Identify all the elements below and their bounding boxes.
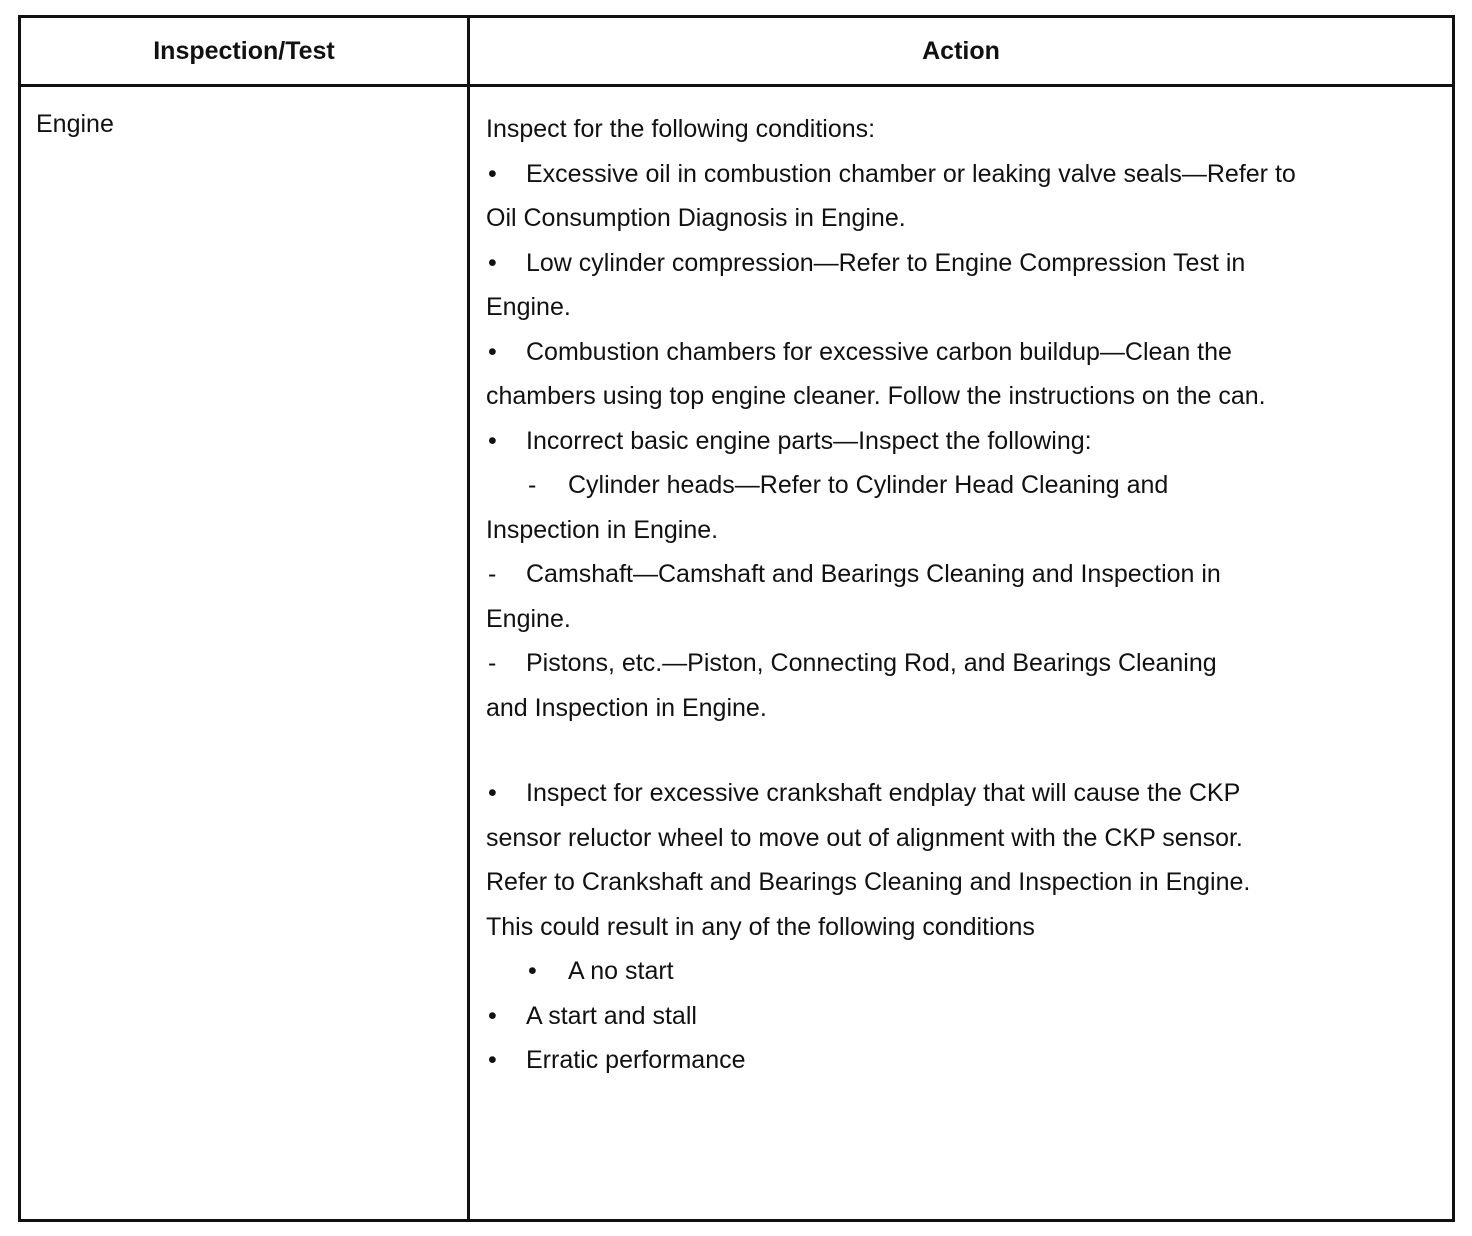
result-item: • Erratic performance — [486, 1038, 1426, 1083]
result-intro: This could result in any of the following conditions — [486, 912, 1035, 941]
header-action: Action — [922, 37, 1000, 65]
bullet-marker: • — [488, 159, 497, 188]
sub-list-item-continuation: Inspection in Engine. — [486, 515, 719, 544]
bullet-marker: • — [488, 426, 497, 455]
sub-list-item: - Camshaft—Camshaft and Bearings Cleaning and Inspection in — [486, 552, 1426, 597]
bullet-marker: • — [488, 1001, 497, 1030]
column-divider — [467, 15, 470, 1222]
list-item: • Low cylinder compression—Refer to Engine Compression Test in — [486, 241, 1426, 286]
bullet-marker: • — [528, 957, 537, 985]
spacer — [486, 730, 1426, 771]
list-item: • Combustion chambers for excessive carbon buildup—Clean the — [486, 330, 1426, 375]
result-item: • A no start — [486, 949, 1426, 994]
list-item-continuation: Refer to Crankshaft and Bearings Cleaning and Inspection in Engine. — [486, 868, 1251, 896]
bullet-marker: • — [488, 337, 497, 366]
sub-list-item: - Pistons, etc.—Piston, Connecting Rod, and Bearings Cleaning — [486, 641, 1426, 686]
bullet-marker: • — [488, 248, 497, 277]
list-item-continuation: sensor reluctor wheel to move out of alignment with the CKP sensor. — [486, 823, 1243, 852]
list-item: • Inspect for excessive crankshaft endplay that will cause the CKP — [486, 771, 1426, 816]
result-item: • A start and stall — [486, 994, 1426, 1039]
list-item-continuation: chambers using top engine cleaner. Follow the instructions on the can. — [486, 382, 1266, 410]
dash-marker: - — [488, 560, 497, 588]
list-item: • Excessive oil in combustion chamber or leaking valve seals—Refer to — [486, 152, 1426, 197]
inspection-cell-engine: Engine — [36, 110, 114, 138]
sub-list-item-continuation: Engine. — [486, 604, 571, 633]
list-item-continuation: Engine. — [486, 293, 571, 321]
list-item-continuation: Oil Consumption Diagnosis in Engine. — [486, 204, 906, 232]
bullet-marker: • — [488, 1046, 497, 1074]
sub-list-item-continuation: and Inspection in Engine. — [486, 693, 767, 722]
list-item: • Incorrect basic engine parts—Inspect the following: — [486, 419, 1426, 464]
action-intro: Inspect for the following conditions: — [486, 115, 876, 143]
header-inspection-test: Inspection/Test — [153, 37, 335, 65]
dash-marker: - — [488, 649, 497, 677]
action-cell — [486, 107, 1426, 1083]
sub-list-item: - Cylinder heads—Refer to Cylinder Head Cleaning and — [486, 463, 1426, 508]
header-divider — [18, 84, 1455, 87]
dash-marker: - — [528, 471, 537, 499]
bullet-marker: • — [488, 779, 497, 807]
